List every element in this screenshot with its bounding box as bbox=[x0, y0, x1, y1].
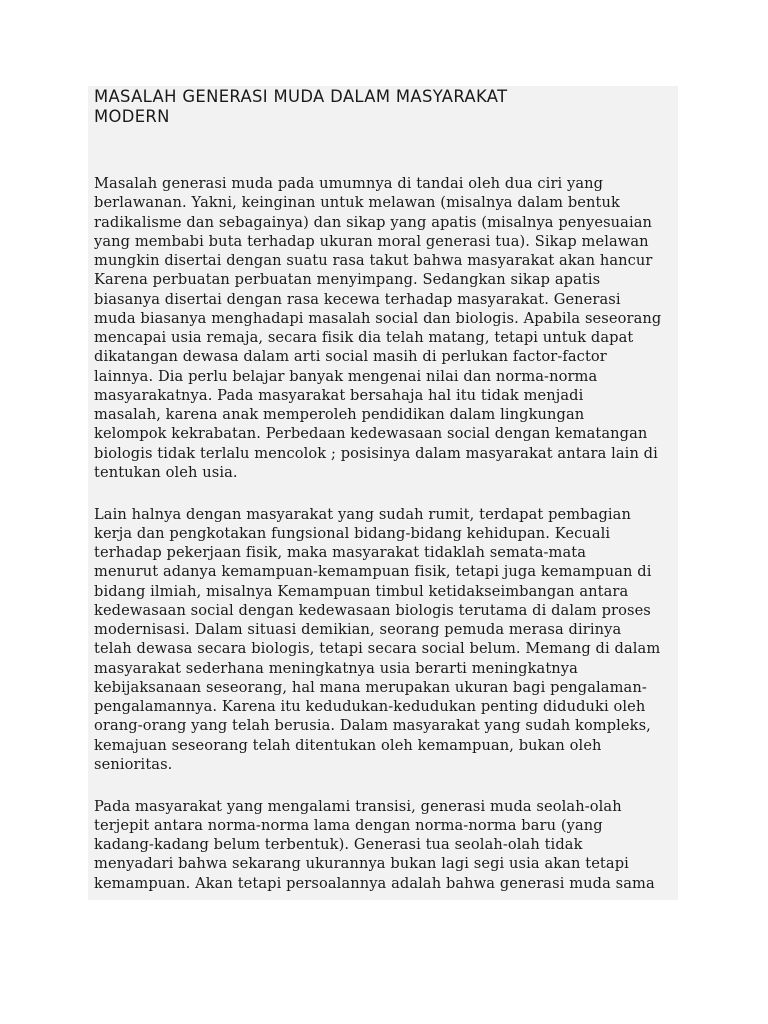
text-line: kerja dan pengkotakan fungsional bidang-bidang kehidupan. Kecuali bbox=[94, 524, 611, 542]
text-line: biasanya disertai dengan rasa kecewa terhadap masyarakat. Generasi bbox=[94, 290, 621, 308]
text-line: modernisasi. Dalam situasi demikian, seorang pemuda merasa dirinya bbox=[94, 621, 622, 638]
text-line: dikatangan dewasa dalam arti social masih di perlukan factor-factor bbox=[94, 348, 607, 366]
text-line: mungkin disertai dengan suatu rasa takut bahwa masyarakat akan hancur bbox=[94, 252, 653, 269]
text-line: lainnya. Dia perlu belajar banyak mengenai nilai dan norma-norma bbox=[94, 367, 598, 385]
title-line: MODERN bbox=[94, 107, 170, 126]
text-line: mencapai usia remaja, secara fisik dia telah matang, tetapi untuk dapat bbox=[94, 329, 634, 346]
text-line: menurut adanya kemampuan-kemampuan fisik, tetapi juga kemampuan di bbox=[94, 563, 652, 581]
text-line: Lain halnya dengan masyarakat yang sudah rumit, terdapat pembagian bbox=[94, 505, 631, 523]
text-line: kadang-kadang belum terbentuk). Generasi tua seolah-olah tidak bbox=[94, 836, 583, 853]
title-line: MASALAH GENERASI MUDA DALAM MASYARAKAT bbox=[94, 87, 508, 106]
text-line: menyadari bahwa sekarang ukurannya bukan lagi segi usia akan tetapi bbox=[94, 855, 629, 873]
text-line: telah dewasa secara biologis, tetapi secara social belum. Memang di dalam bbox=[94, 640, 661, 658]
text-line: tentukan oleh usia. bbox=[94, 463, 238, 481]
text-line: masalah, karena anak memperoleh pendidikan dalam lingkungan bbox=[94, 406, 585, 423]
text-line: kedewasaan social dengan kedewasaan biologis terutama di dalam proses bbox=[94, 601, 651, 619]
paragraph-3 bbox=[94, 797, 678, 893]
text-line: terjepit antara norma-norma lama dengan norma-norma baru (yang bbox=[94, 816, 603, 834]
text-line: muda biasanya menghadapi masalah social dan biologis. Apabila seseorang bbox=[94, 309, 662, 327]
text-line: yang membabi buta terhadap ukuran moral generasi tua). Sikap melawan bbox=[94, 232, 649, 250]
text-line: kelompok kekrabatan. Perbedaan kedewasaan social dengan kematangan bbox=[94, 425, 648, 443]
text-line: terhadap pekerjaan fisik, maka masyarakat tidaklah semata-mata bbox=[94, 544, 587, 561]
text-line: senioritas. bbox=[94, 755, 173, 773]
text-line: Karena perbuatan perbuatan menyimpang. Sedangkan sikap apatis bbox=[94, 271, 601, 289]
text-line: orang-orang yang telah berusia. Dalam masyarakat yang sudah kompleks, bbox=[94, 717, 651, 735]
text-line: masyarakat sederhana meningkatnya usia berarti meningkatnya bbox=[94, 659, 578, 677]
text-line: pengalamannya. Karena itu kedudukan-kedudukan penting diduduki oleh bbox=[94, 698, 646, 715]
paragraph-1 bbox=[94, 174, 678, 482]
document-title bbox=[94, 86, 678, 127]
text-line: kebijaksanaan seseorang, hal mana merupakan ukuran bagi pengalaman- bbox=[94, 678, 647, 696]
text-line: radikalisme dan sebagainya) dan sikap yang apatis (misalnya penyesuaian bbox=[94, 213, 653, 231]
text-line: bidang ilmiah, misalnya Kemampuan timbul ketidakseimbangan antara bbox=[94, 582, 629, 600]
text-line: kemampuan. Akan tetapi persoalannya adalah bahwa generasi muda sama bbox=[94, 874, 655, 892]
text-line: Pada masyarakat yang mengalami transisi, generasi muda seolah-olah bbox=[94, 797, 622, 815]
text-line: berlawanan. Yakni, keinginan untuk melawan (misalnya dalam bentuk bbox=[94, 194, 620, 212]
document-body bbox=[94, 86, 678, 915]
document-content bbox=[94, 174, 678, 893]
text-line: biologis tidak terlalu mencolok ; posisinya dalam masyarakat antara lain di bbox=[94, 444, 658, 462]
text-line: masyarakatnya. Pada masyarakat bersahaja hal itu tidak menjadi bbox=[94, 386, 584, 404]
text-line: kemajuan seseorang telah ditentukan oleh kemampuan, bukan oleh bbox=[94, 736, 602, 754]
text-line: Masalah generasi muda pada umumnya di tandai oleh dua ciri yang bbox=[94, 175, 604, 192]
paragraph-2 bbox=[94, 505, 678, 775]
